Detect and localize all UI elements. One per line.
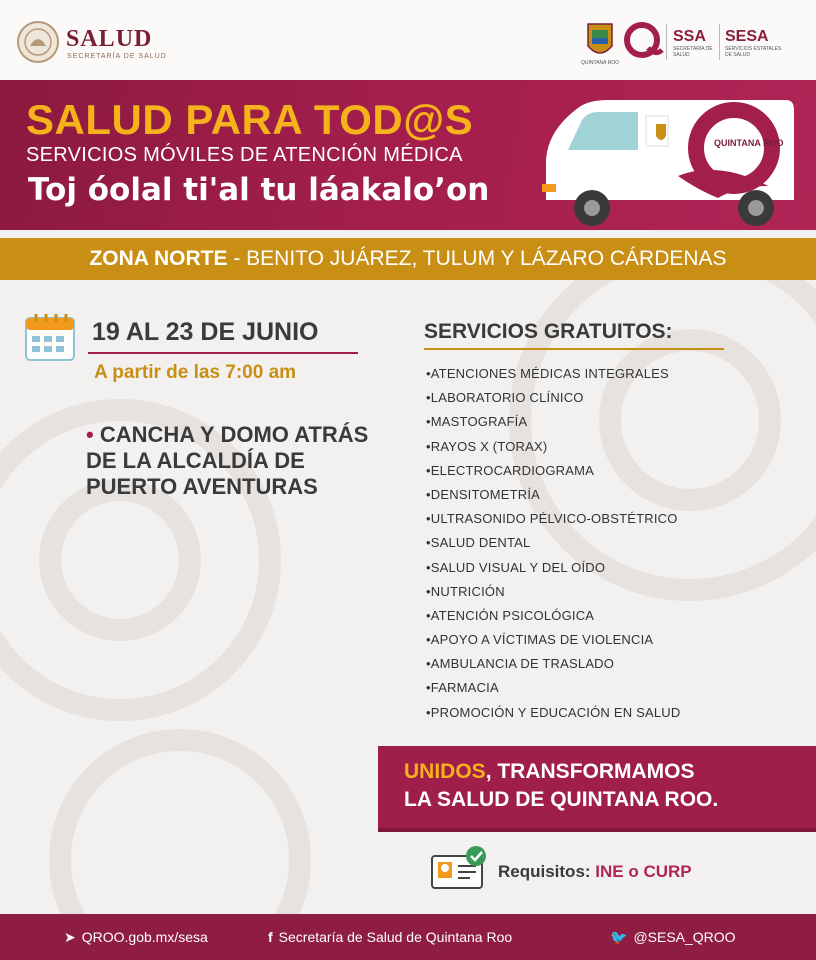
subheadline: SERVICIOS MÓVILES DE ATENCIÓN MÉDICA (26, 144, 463, 166)
crest-label: QUINTANA ROO (581, 60, 619, 66)
brand-subtitle: SECRETARÍA DE SALUD (67, 53, 167, 60)
divider (424, 348, 724, 350)
cursor-icon: ➤ (64, 929, 76, 945)
event-dates: 19 AL 23 DE JUNIO (92, 318, 319, 346)
event-location (86, 422, 386, 500)
twitter-icon: 🐦 (610, 929, 628, 945)
footer-twitter-text: @SESA_QROO (633, 929, 736, 945)
footer-facebook[interactable] (268, 929, 512, 945)
list-item: • SALUD DENTAL (426, 533, 680, 557)
list-item: • APOYO A VÍCTIMAS DE VIOLENCIA (426, 630, 680, 654)
calendar-icon (24, 310, 76, 362)
mexico-eagle-seal-icon (16, 20, 60, 64)
facebook-icon: f (268, 929, 273, 945)
list-item: • FARMACIA (426, 678, 680, 702)
quintana-roo-crest-icon (586, 22, 614, 60)
quintana-roo-q-logo-icon (622, 20, 664, 60)
footer (0, 914, 816, 960)
footer-website-text: QROO.gob.mx/sesa (81, 929, 208, 945)
zone-detail: - BENITO JUÁREZ, TULUM Y LÁZARO CÁRDENAS (227, 247, 727, 270)
sesa-subtitle: SERVICIOS ESTATALES DE SALUD (725, 46, 782, 58)
hero-banner (0, 80, 816, 230)
event-time: A partir de las 7:00 am (94, 362, 297, 383)
event-location-text: CANCHA Y DOMO ATRÁS DE LA ALCALDÍA DE PUERTO AVENTURAS (86, 422, 369, 499)
requirements (498, 862, 692, 882)
mayan-slogan: Toj óolal ti'al tu láakalo’on (28, 172, 490, 208)
requirements-label: Requisitos: (498, 862, 591, 881)
list-item: • AMBULANCIA DE TRASLADO (426, 654, 680, 678)
list-item: • LABORATORIO CLÍNICO (426, 388, 680, 412)
list-item: • ATENCIÓN PSICOLÓGICA (426, 606, 680, 630)
list-item: • MASTOGRAFÍA (426, 412, 680, 436)
services-list (426, 364, 680, 727)
footer-facebook-text: Secretaría de Salud de Quintana Roo (278, 929, 513, 945)
slogan-line-2: LA SALUD DE QUINTANA ROO. (404, 788, 719, 811)
slogan-line-1-rest: , TRANSFORMAMOS (485, 760, 695, 783)
divider (666, 24, 667, 60)
footer-twitter[interactable] (610, 929, 736, 946)
ssa-subtitle: SECRETARÍA DE SALUD (673, 46, 713, 58)
requirements-value: INE o CURP (595, 862, 692, 881)
sesa-title: SESA (725, 28, 769, 45)
list-item: • PROMOCIÓN Y EDUCACIÓN EN SALUD (426, 703, 680, 727)
slogan-line-1 (404, 760, 695, 784)
zone-label: ZONA NORTE (89, 247, 228, 270)
list-item: • RAYOS X (TORAX) (426, 437, 680, 461)
list-item: • NUTRICIÓN (426, 582, 680, 606)
id-card-icon (430, 844, 490, 892)
services-title: SERVICIOS GRATUITOS: (424, 320, 673, 343)
list-item: • ATENCIONES MÉDICAS INTEGRALES (426, 364, 680, 388)
list-item: • ULTRASONIDO PÉLVICO-OBSTÉTRICO (426, 509, 680, 533)
list-item: • ELECTROCARDIOGRAMA (426, 461, 680, 485)
footer-website[interactable] (64, 929, 208, 946)
divider (719, 24, 720, 60)
slogan-box (378, 746, 816, 828)
van-logo-text: QUINTANA ROO (714, 138, 784, 148)
header (0, 0, 816, 80)
slogan-accent: UNIDOS (404, 760, 486, 783)
brand-title: SALUD (66, 26, 153, 52)
mobile-clinic-van-icon (538, 90, 800, 230)
ssa-title: SSA (673, 28, 706, 45)
list-item: • DENSITOMETRÍA (426, 485, 680, 509)
list-item: • SALUD VISUAL Y DEL OÍDO (426, 558, 680, 582)
headline: SALUD PARA TOD@S (26, 96, 474, 143)
divider (88, 352, 358, 354)
bullet-icon: • (86, 422, 94, 447)
zone-bar (0, 238, 816, 280)
